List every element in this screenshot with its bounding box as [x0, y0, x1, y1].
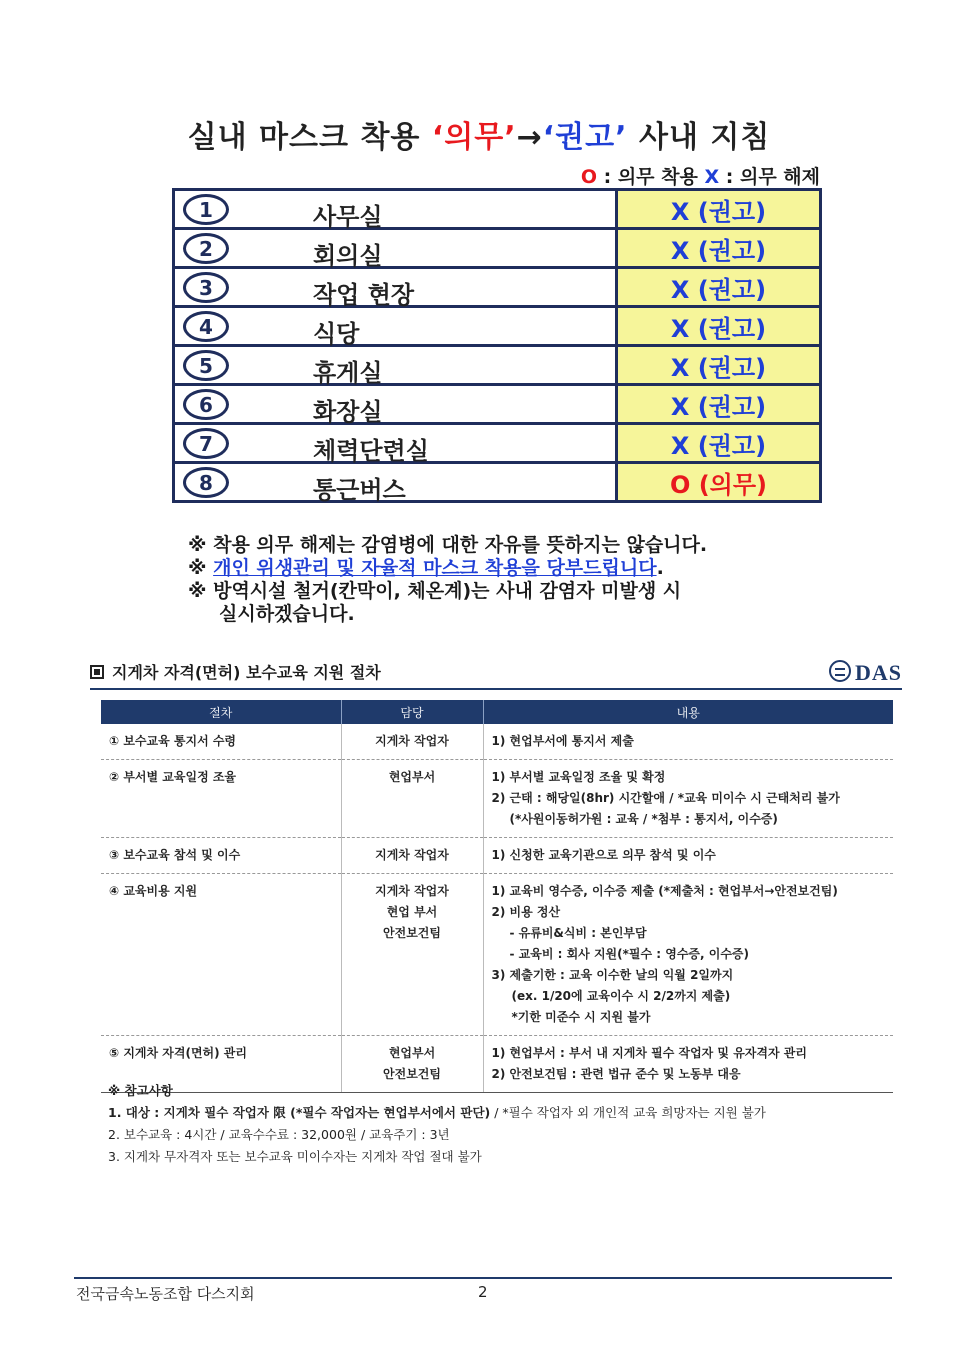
- content-line: (ex. 1/20에 교육이수 시 2/2까지 제출): [511, 989, 731, 1003]
- table-header-row: [101, 700, 893, 724]
- mask-row: [174, 307, 821, 346]
- content-cell: [483, 874, 893, 1036]
- mask-place-cell: [174, 307, 617, 346]
- forklift-section-title: [90, 660, 381, 683]
- mask-status-cell: X (권고): [617, 268, 821, 307]
- content-line: 1) 부서별 교육일정 조율 및 확정: [491, 770, 666, 784]
- das-logo-text: DAS: [854, 660, 902, 685]
- content-line: *기한 미준수 시 지원 불가: [511, 1010, 651, 1024]
- row-number-badge: 3: [183, 272, 229, 303]
- mask-status-cell: X (권고): [617, 385, 821, 424]
- content-line: 1) 교육비 영수증, 이수증 제출 (*제출처 : 현업부서→안전보건팀): [491, 884, 838, 898]
- mask-policy-title: [0, 112, 958, 156]
- mask-status-cell: X (권고): [617, 424, 821, 463]
- content-line: 1) 현업부서에 통지서 제출: [491, 734, 634, 748]
- note-2-mark: ※: [188, 557, 214, 579]
- owner-line: 지게차 작업자: [375, 734, 449, 748]
- row-number-badge: 7: [183, 428, 229, 459]
- mask-place-cell: [174, 346, 617, 385]
- note-3-line-2: 실시하겠습니다.: [219, 603, 355, 625]
- owner-line: 안전보건팀: [383, 926, 441, 940]
- mask-place-cell: [174, 463, 617, 502]
- content-cell: [483, 760, 893, 838]
- mask-place-cell: [174, 229, 617, 268]
- title-recommended-text: ‘권고’: [542, 120, 628, 155]
- header-step: 절차: [101, 700, 341, 724]
- note-1: ※ 착용 의무 해제는 감염병에 대한 자유를 뜻하지는 않습니다.: [188, 534, 708, 556]
- reference-item-1-bold: 1. 대상 : 지게차 필수 작업자 限 (*필수 작업자는 현업부서에서 판단): [108, 1105, 491, 1120]
- reference-item-1-rest: / *필수 작업자 외 개인적 교육 희망자는 지원 불가: [490, 1105, 766, 1120]
- place-name: 작업 현장: [313, 281, 415, 309]
- owner-cell: [341, 724, 483, 760]
- row-number-badge: 8: [183, 467, 229, 498]
- procedure-row: [101, 760, 893, 838]
- mask-status-cell: X (권고): [617, 229, 821, 268]
- title-mandatory-text: ‘의무’: [431, 120, 517, 155]
- mask-row: [174, 229, 821, 268]
- mask-place-cell: [174, 190, 617, 229]
- row-number-badge: 4: [183, 311, 229, 342]
- place-name: 사무실: [313, 203, 383, 231]
- footer-org: 전국금속노동조합 다스지회: [76, 1285, 255, 1303]
- forklift-section-title-text: 지게차 자격(면허) 보수교육 지원 절차: [112, 663, 381, 682]
- content-line: 1) 현업부서 : 부서 내 지게차 필수 작업자 및 유자격자 관리: [491, 1046, 807, 1060]
- owner-line: 현업부서: [388, 1046, 436, 1060]
- reference-item-3: 3. 지게차 무자격자 또는 보수교육 미이수자는 지게차 작업 절대 불가: [108, 1149, 482, 1164]
- content-line: 2) 근태 : 해당일(8hr) 시간할애 / *교육 미이수 시 근태처리 불가: [491, 791, 840, 805]
- title-arrow: →: [516, 120, 543, 155]
- row-number-badge: 5: [183, 350, 229, 381]
- mask-row: [174, 346, 821, 385]
- note-2: [188, 557, 707, 580]
- owner-cell: [341, 874, 483, 1036]
- owner-line: 현업부서: [388, 770, 436, 784]
- forklift-procedure-table: [101, 700, 893, 1093]
- procedure-row: [101, 874, 893, 1036]
- footer-divider: [74, 1277, 892, 1279]
- owner-line: 지게차 작업자: [375, 884, 449, 898]
- row-number-badge: 1: [183, 194, 229, 225]
- title-post-text: 사내 지침: [627, 120, 771, 155]
- mask-legend: [581, 162, 820, 189]
- mask-status-cell: X (권고): [617, 307, 821, 346]
- content-line: - 교육비 : 회사 지원(*필수 : 영수증, 이수증): [509, 947, 750, 961]
- das-logo: [829, 660, 902, 686]
- legend-o-symbol: O: [580, 166, 597, 188]
- note-2-end: .: [656, 557, 664, 579]
- mask-status-cell: O (의무): [617, 463, 821, 502]
- place-name: 식당: [313, 320, 360, 348]
- content-line: 2) 안전보건팀 : 관련 법규 준수 및 노동부 대응: [491, 1067, 741, 1081]
- place-name: 화장실: [313, 398, 383, 426]
- content-line: 1) 신청한 교육기관으로 의무 참석 및 이수: [491, 848, 716, 862]
- legend-x-text: : 의무 해제: [719, 166, 820, 188]
- step-cell: ④ 교육비용 지원: [101, 874, 341, 1036]
- reference-heading: ※ 참고사항: [108, 1083, 173, 1098]
- place-name: 휴게실: [313, 359, 383, 387]
- mask-notes: [188, 534, 707, 626]
- header-content: 내용: [483, 700, 893, 724]
- owner-line: 안전보건팀: [383, 1067, 441, 1081]
- step-cell: ③ 보수교육 참석 및 이수: [101, 838, 341, 874]
- place-name: 체력단련실: [313, 437, 429, 465]
- content-cell: [483, 838, 893, 874]
- content-line: - 유류비&식비 : 본인부담: [509, 926, 647, 940]
- row-number-badge: 6: [183, 389, 229, 420]
- reference-item-1: [108, 1102, 766, 1124]
- title-pre-text: 실내 마스크 착용: [187, 120, 432, 155]
- step-cell: ① 보수교육 통지서 수령: [101, 724, 341, 760]
- das-emblem-icon: [829, 660, 851, 682]
- owner-cell: [341, 760, 483, 838]
- legend-x-symbol: X: [704, 166, 720, 188]
- mask-status-cell: X (권고): [617, 190, 821, 229]
- mask-row: [174, 424, 821, 463]
- square-bullet-icon: [90, 665, 104, 679]
- content-line: (*사원이동허가원 : 교육 / *첨부 : 통지서, 이수증): [509, 812, 778, 826]
- mask-place-cell: [174, 424, 617, 463]
- reference-item-2: 2. 보수교육 : 4시간 / 교육수수료 : 32,000원 / 교육주기 : 3년: [108, 1127, 450, 1142]
- legend-o-text: : 의무 착용: [597, 166, 705, 188]
- step-cell: ② 부서별 교육일정 조율: [101, 760, 341, 838]
- mask-row: [174, 463, 821, 502]
- reference-notes: [108, 1080, 766, 1168]
- mask-place-cell: [174, 268, 617, 307]
- mask-row: [174, 190, 821, 229]
- step-cell: ⑤ 지게차 자격(면허) 관리: [101, 1036, 341, 1093]
- mask-place-cell: [174, 385, 617, 424]
- owner-line: 현업 부서: [386, 905, 438, 919]
- owner-line: 지게차 작업자: [375, 848, 449, 862]
- mask-status-cell: X (권고): [617, 346, 821, 385]
- procedure-row: [101, 724, 893, 760]
- content-cell: [483, 724, 893, 760]
- page-number: 2: [478, 1283, 488, 1301]
- row-number-badge: 2: [183, 233, 229, 264]
- note-3-line-1: ※ 방역시설 철거(칸막이, 체온계)는 사내 감염자 미발생 시: [188, 580, 682, 602]
- header-owner: 담당: [341, 700, 483, 724]
- mask-row: [174, 268, 821, 307]
- procedure-row: [101, 838, 893, 874]
- content-line: 2) 비용 정산: [491, 905, 561, 919]
- owner-cell: [341, 838, 483, 874]
- note-2-link: 개인 위생관리 및 자율적 마스크 착용을 당부드립니다: [213, 557, 657, 579]
- place-name: 통근버스: [313, 476, 406, 504]
- section-divider: [90, 688, 902, 690]
- place-name: 회의실: [313, 242, 383, 270]
- mask-row: [174, 385, 821, 424]
- content-line: 3) 제출기한 : 교육 이수한 날의 익월 2일까지: [491, 968, 734, 982]
- mask-policy-table: [172, 188, 822, 503]
